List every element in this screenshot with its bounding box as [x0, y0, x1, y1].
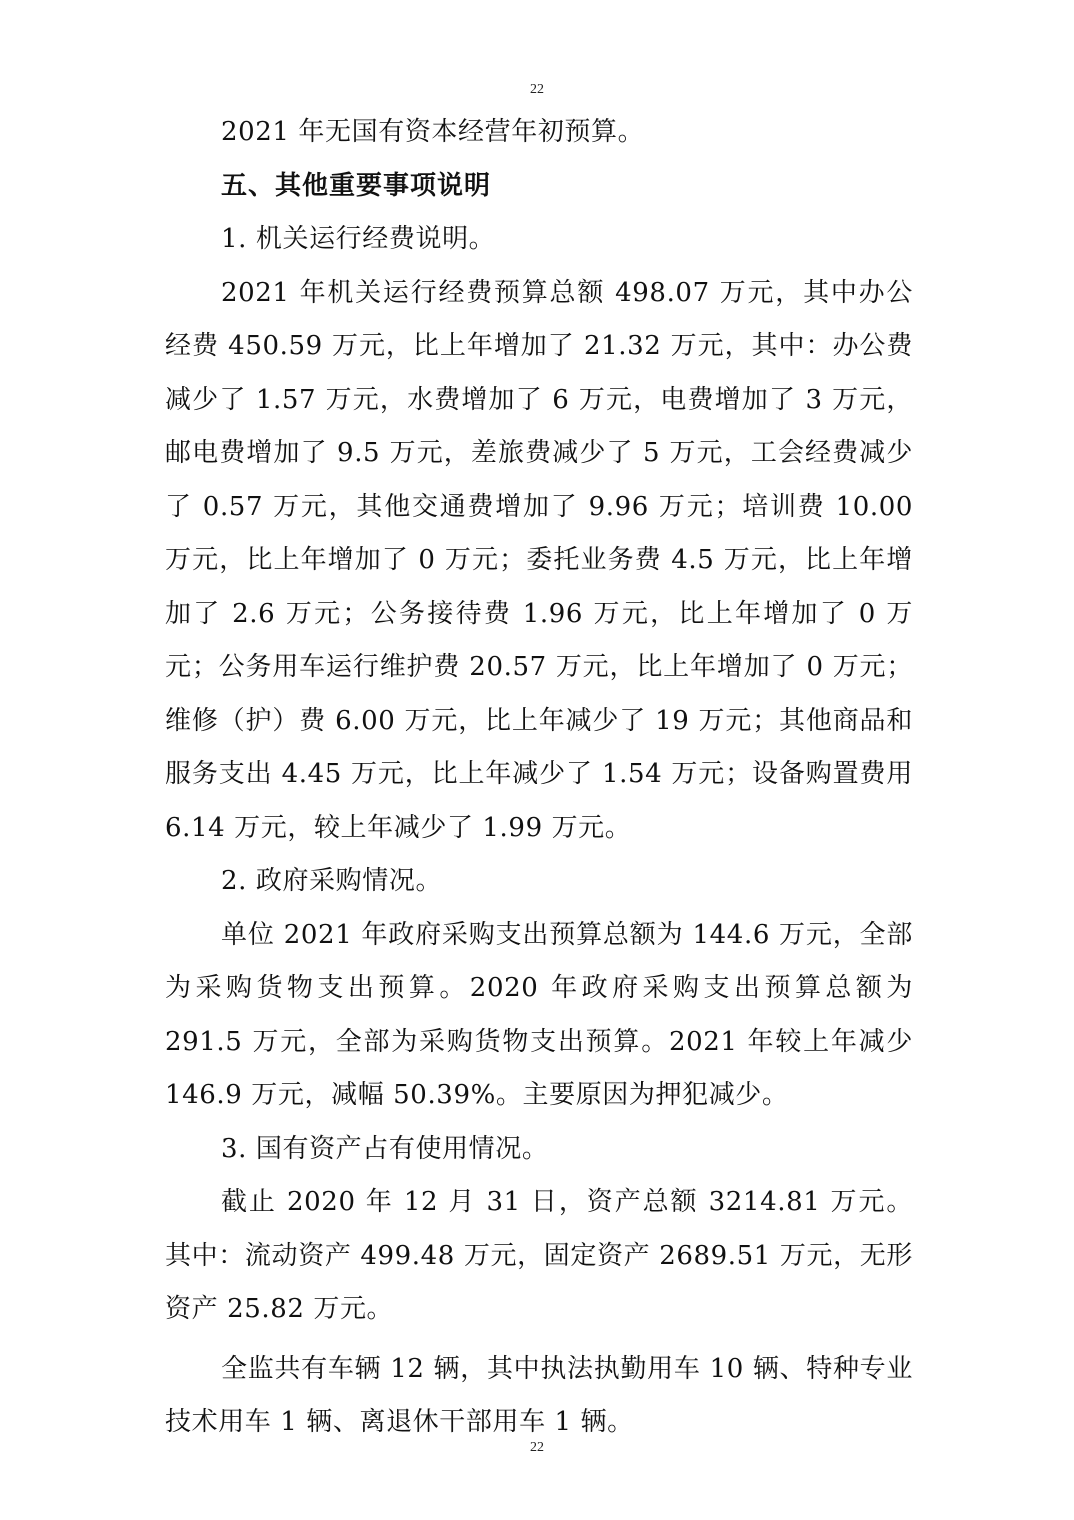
- document-body: [165, 106, 913, 1450]
- assets-paragraph: 截止 2020 年 12 月 31 日，资产总额 3214.81 万元。其中：流动资产 499.48 万元，固定资产 2689.51 万元，无形资产 25.82 万元。: [165, 1187, 913, 1324]
- subsection-3-title: 3. 国有资产占有使用情况。: [221, 1133, 549, 1164]
- page-number-bottom: 22: [530, 1440, 544, 1455]
- subsection-2-title: 2. 政府采购情况。: [221, 866, 443, 896]
- vehicles-paragraph: 全监共有车辆 12 辆，其中执法执勤用车 10 辆、特种专业技术用车 1 辆、离退休干部用车 1 辆。: [165, 1353, 913, 1437]
- government-procurement-paragraph: 单位 2021 年政府采购支出预算总额为 144.6 万元，全部为采购货物支出预算。2020 年政府采购支出预算总额为 291.5 万元，全部为采购货物支出预算。2021 年较上年减少 146.9 万元，减幅 50.39%。主要原因为押犯减少。: [165, 919, 913, 1110]
- operating-expenses-paragraph: 2021 年机关运行经费预算总额 498.07 万元，其中办公经费 450.59 万元，比上年增加了 21.32 万元，其中：办公费减少了 1.57 万元，水费增加了 6 万元，电费增加了 3 万元，邮电费增加了 9.5 万元，差旅费减少了 5 万元，工会经费减少了 0.57 万元，其他交通费增加了 9.96 万元；培训费 10.00 万元，比上年增加了 0 万元；委托业务费 4.5 万元，比上年增加了 2.6 万元；公务接待费 1.96 万元，比上年增加了 0 万元；公务用车运行维护费 20.57 万元，比上年增加了 0 万元；维修（护）费 6.00 万元，比上年减少了 19 万元；其他商品和服务支出 4.45 万元，比上年减少了 1.54 万元；设备购置费用 6.14 万元，较上年减少了 1.99 万元。: [165, 277, 913, 843]
- page-number-top: 22: [530, 82, 544, 97]
- subsection-1-title: 1. 机关运行经费说明。: [221, 224, 496, 254]
- no-state-capital-budget-paragraph: 2021 年无国有资本经营年初预算。: [221, 117, 645, 147]
- section-five-heading: 五、其他重要事项说明: [221, 170, 492, 201]
